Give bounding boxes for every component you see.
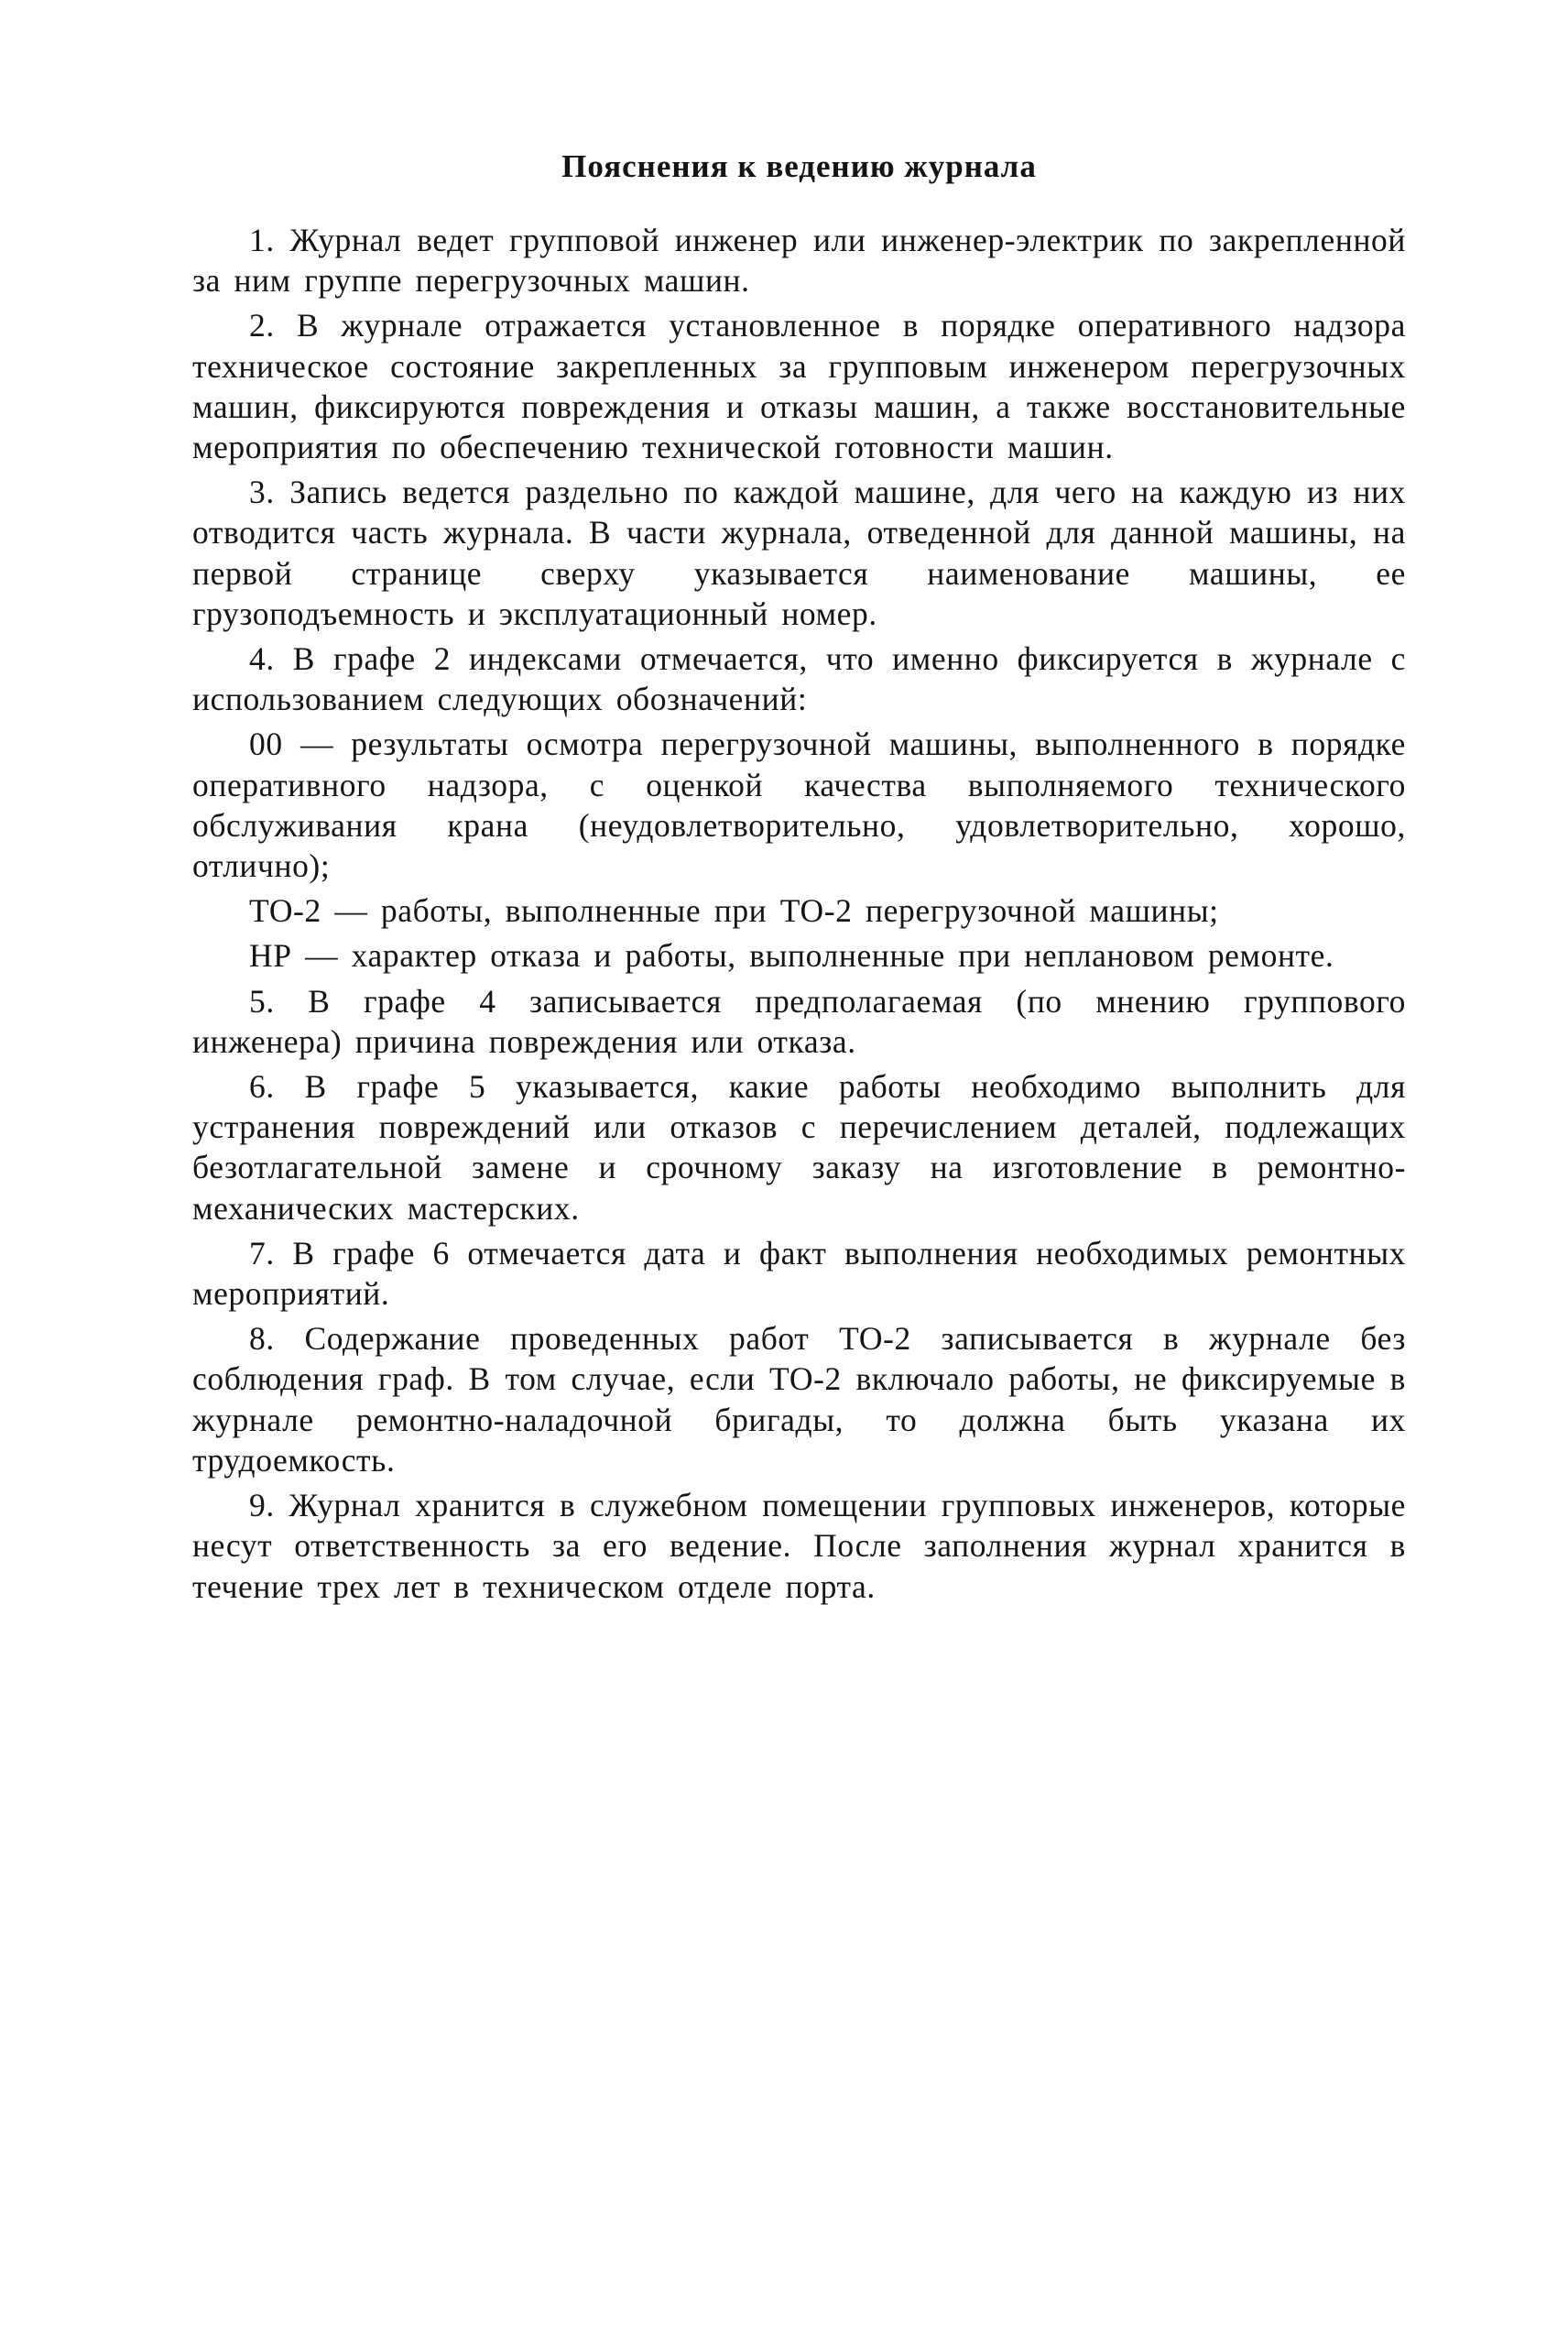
code-description: результаты осмотра перегрузочной машины, выполненного в порядке оперативного надзора, с оценкой качества выполняемого технического обслуживания крана (неудовлетворительно, удовлетворительно, хорошо, отлично); [192,726,1406,885]
code-dash: — [334,892,368,930]
page-title: Пояснения к ведению журнала [561,148,1037,184]
code-label: ТО-2 [249,892,321,930]
code-item-00 [192,724,1406,886]
paragraph-6: 6. В графе 5 указывается, какие работы необходимо выполнить для устранения повреждений или отказов с перечислением деталей, подлежащих безотлагательной замене и срочному заказу на изготовление в ремонтно-механических мастерских. [192,1068,1406,1227]
code-dash: — [299,726,334,763]
paragraph-7: 7. В графе 6 отмечается дата и факт выполнения необходимых ремонтных мероприятий. [192,1234,1406,1313]
paragraph-5: 5. В графе 4 записывается предполагаемая (по мнению группового инженера) причина повреждения или отказа. [192,982,1406,1060]
code-dash: — [305,937,339,975]
document-body [192,147,1406,1611]
code-label: 00 [249,726,283,763]
paragraph-9: 9. Журнал хранится в служебном помещении групповых инженеров, которые несут ответственность за его ведение. После заполнения журнал хранится в течение трех лет в техническом отделе порта. [192,1487,1406,1605]
code-item-to2 [192,890,1406,931]
code-item-nr [192,935,1406,976]
code-description: работы, выполненные при ТО-2 перегрузочной машины; [380,892,1219,930]
paragraph-3: 3. Запись ведется раздельно по каждой машине, для чего на каждую из них отводится часть журнала. В части журнала, отведенной для данной машины, на первой странице сверху указывается наименование машины, ее грузоподъемность и эксплуатационный номер. [192,474,1406,632]
paragraph-4: 4. В графе 2 индексами отмечается, что именно фиксируется в журнале с использованием следующих обозначений: [192,640,1406,718]
code-description: характер отказа и работы, выполненные при неплановом ремонте. [351,937,1334,975]
paragraph-8: 8. Содержание проведенных работ ТО-2 записывается в журнале без соблюдения граф. В том случае, если ТО-2 включало работы, не фиксируемые в журнале ремонтно-наладочной бригады, то должна быть указана их трудоемкость. [192,1320,1406,1479]
paragraph-2: 2. В журнале отражается установленное в порядке оперативного надзора техническое состояние закрепленных за групповым инженером перегрузочных машин, фиксируются повреждения и отказы машин, а также восстановительные мероприятия по обеспечению технической готовности машин. [192,307,1406,466]
code-label: НР [249,937,292,975]
paragraph-1: 1. Журнал ведет групповой инженер или инженер-электрик по закрепленной за ним группе перегрузочных машин. [192,222,1406,300]
